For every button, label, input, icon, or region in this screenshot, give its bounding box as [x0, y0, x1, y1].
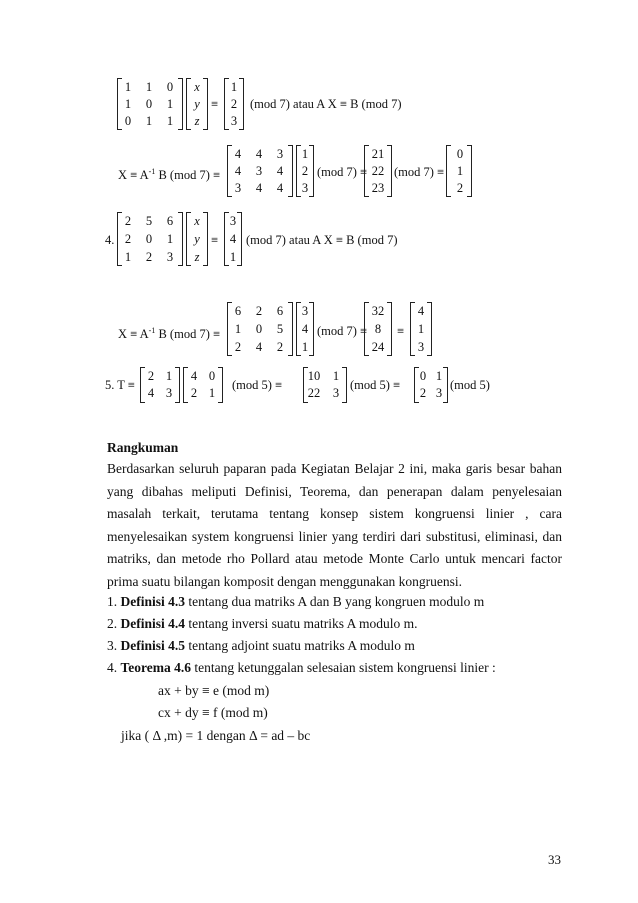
- matrix-cell: 1: [301, 147, 309, 161]
- inverse-superscript: -1: [148, 167, 156, 176]
- matrix-cell: 2: [234, 340, 242, 354]
- matrix-cell: 3: [230, 114, 238, 128]
- list-term: Definisi 4.4: [120, 616, 186, 631]
- equation-lhs: 5. T ≡: [105, 378, 135, 392]
- matrix-cell: 1: [417, 322, 425, 336]
- congruent-symbol: ≡: [211, 97, 219, 111]
- matrix-cell: 1: [229, 250, 237, 264]
- matrix-cell: 4: [190, 369, 198, 383]
- matrix-cell: 4: [234, 164, 242, 178]
- matrix-cell: 32: [371, 304, 385, 318]
- matrix-cell: 4: [301, 322, 309, 336]
- matrix-cell: 0: [208, 369, 216, 383]
- matrix-cell: 4: [229, 232, 237, 246]
- list-item: [107, 660, 496, 676]
- inverse-superscript: -1: [148, 326, 156, 335]
- matrix-cell: 2: [230, 97, 238, 111]
- matrix-cell: 4: [255, 340, 263, 354]
- matrix-cell: 3: [301, 304, 309, 318]
- matrix-cell: 2: [301, 164, 309, 178]
- matrix-cell: 0: [456, 147, 464, 161]
- matrix-cell: 3: [234, 181, 242, 195]
- lhs-mod: B (mod 7) ≡: [155, 327, 221, 342]
- matrix-cell: 0: [145, 232, 153, 246]
- summary-paragraph: [107, 458, 562, 593]
- list-item: [107, 594, 484, 610]
- matrix-cell: 2: [276, 340, 284, 354]
- list-number: 3.: [107, 638, 118, 653]
- list-term: Definisi 4.3: [120, 594, 186, 609]
- matrix-cell: 1: [234, 322, 242, 336]
- matrix-cell: 1: [124, 97, 132, 111]
- list-desc: tentang adjoint suatu matriks A modulo m: [185, 638, 415, 653]
- condition-line: jika ( Δ ,m) = 1 dengan Δ = ad – bc: [121, 728, 311, 743]
- matrix-cell: 4: [147, 386, 155, 400]
- matrix-cell: 3: [165, 386, 173, 400]
- matrix-cell: z: [194, 114, 200, 128]
- matrix-cell: 1: [166, 232, 174, 246]
- matrix-cell: 6: [166, 214, 174, 228]
- matrix-cell: 4: [276, 181, 284, 195]
- matrix-cell: 21: [371, 147, 385, 161]
- matrix-cell: 3: [166, 250, 174, 264]
- list-term: Definisi 4.5: [120, 638, 186, 653]
- summary-heading: Rangkuman: [107, 440, 179, 455]
- congruent-symbol: ≡: [211, 233, 219, 247]
- matrix-cell: y: [194, 97, 200, 111]
- matrix-cell: 2: [145, 250, 153, 264]
- matrix-cell: 4: [255, 181, 263, 195]
- matrix-cell: 6: [234, 304, 242, 318]
- matrix-cell: 3: [332, 386, 340, 400]
- matrix-cell: 1: [124, 80, 132, 94]
- page-number: 33: [548, 852, 561, 867]
- matrix-cell: 1: [166, 97, 174, 111]
- matrix-cell: y: [194, 232, 200, 246]
- mod-label-1: (mod 7) ≡: [317, 324, 368, 338]
- matrix-cell: z: [194, 250, 200, 264]
- matrix-cell: x: [194, 214, 200, 228]
- matrix-cell: 1: [166, 114, 174, 128]
- matrix-cell: 1: [145, 80, 153, 94]
- mod-label-1: (mod 7) ≡: [317, 165, 368, 179]
- matrix-cell: 2: [190, 386, 198, 400]
- matrix-cell: 4: [276, 164, 284, 178]
- matrix-cell: 2: [147, 369, 155, 383]
- lhs-text: X ≡ A: [118, 327, 149, 342]
- matrix-cell: 1: [456, 164, 464, 178]
- mod-label-2: (mod 5) ≡: [350, 378, 401, 392]
- list-item: [107, 616, 418, 632]
- equation-tail: (mod 7) atau A X ≡ B (mod 7): [250, 97, 402, 111]
- matrix-cell: 2: [124, 214, 132, 228]
- system-equation-1: ax + by ≡ e (mod m): [158, 683, 270, 698]
- matrix-cell: 4: [417, 304, 425, 318]
- matrix-cell: 1: [435, 369, 443, 383]
- congruent-symbol: ≡: [397, 324, 405, 338]
- list-number: 1.: [107, 594, 118, 609]
- list-desc: tentang dua matriks A dan B yang kongruen modulo m: [185, 594, 485, 609]
- matrix-cell: 1: [301, 340, 309, 354]
- system-equation-2: cx + dy ≡ f (mod m): [158, 705, 268, 720]
- list-desc: tentang inversi suatu matriks A modulo m.: [185, 616, 418, 631]
- mod-label-1: (mod 5) ≡: [232, 378, 283, 392]
- matrix-cell: 1: [332, 369, 340, 383]
- matrix-cell: 0: [419, 369, 427, 383]
- matrix-cell: 2: [456, 181, 464, 195]
- matrix-cell: 5: [276, 322, 284, 336]
- matrix-cell: 2: [419, 386, 427, 400]
- matrix-cell: 5: [145, 214, 153, 228]
- equation-lhs: [118, 165, 220, 182]
- matrix-cell: 0: [124, 114, 132, 128]
- equation-tail: (mod 7) atau A X ≡ B (mod 7): [246, 233, 398, 247]
- matrix-cell: 1: [124, 250, 132, 264]
- matrix-cell: 4: [255, 147, 263, 161]
- matrix-cell: 1: [165, 369, 173, 383]
- summary-text: Berdasarkan seluruh paparan pada Kegiatan Belajar 2 ini, maka garis besar bahan yang dibahas meliputi Definisi, Teorema, dan penerapan dalam penyelesaian masalah terkait, terutama tentang konsep sistem kongruensi linier , cara menyelesaikan system kongruensi linier yang terdiri dari substitusi, eliminasi, dan matriks, dan metode rho Pollard atau metode Monte Carlo untuk mencari factor prima suatu bilangan komposit dengan menggunakan kongruensi.: [107, 461, 562, 589]
- matrix-cell: x: [194, 80, 200, 94]
- matrix-cell: 2: [255, 304, 263, 318]
- matrix-cell: 3: [301, 181, 309, 195]
- matrix-cell: 3: [417, 340, 425, 354]
- matrix-cell: 1: [208, 386, 216, 400]
- matrix-cell: 3: [255, 164, 263, 178]
- matrix-cell: 0: [166, 80, 174, 94]
- mod-label-2: (mod 7) ≡: [394, 165, 445, 179]
- list-item: [107, 638, 415, 654]
- matrix-cell: 4: [234, 147, 242, 161]
- mod-label-3: (mod 5): [450, 378, 490, 392]
- matrix-cell: 22: [307, 386, 321, 400]
- list-number: 2.: [107, 616, 118, 631]
- matrix-cell: 2: [124, 232, 132, 246]
- matrix-cell: 10: [307, 369, 321, 383]
- matrix-cell: 3: [435, 386, 443, 400]
- matrix-cell: 1: [230, 80, 238, 94]
- matrix-cell: 3: [229, 214, 237, 228]
- list-term: Teorema 4.6: [120, 660, 191, 675]
- matrix-cell: 6: [276, 304, 284, 318]
- matrix-cell: 24: [371, 340, 385, 354]
- lhs-text: X ≡ A: [118, 168, 149, 183]
- matrix-cell: 1: [145, 114, 153, 128]
- item-number: 4.: [105, 233, 115, 247]
- matrix-cell: 8: [374, 322, 382, 336]
- matrix-cell: 0: [145, 97, 153, 111]
- matrix-cell: 0: [255, 322, 263, 336]
- matrix-cell: 23: [371, 181, 385, 195]
- list-desc: tentang ketunggalan selesaian sistem kongruensi linier :: [191, 660, 496, 675]
- equation-lhs: [118, 324, 220, 341]
- matrix-cell: 22: [371, 164, 385, 178]
- list-number: 4.: [107, 660, 118, 675]
- lhs-mod: B (mod 7) ≡: [155, 168, 221, 183]
- matrix-cell: 3: [276, 147, 284, 161]
